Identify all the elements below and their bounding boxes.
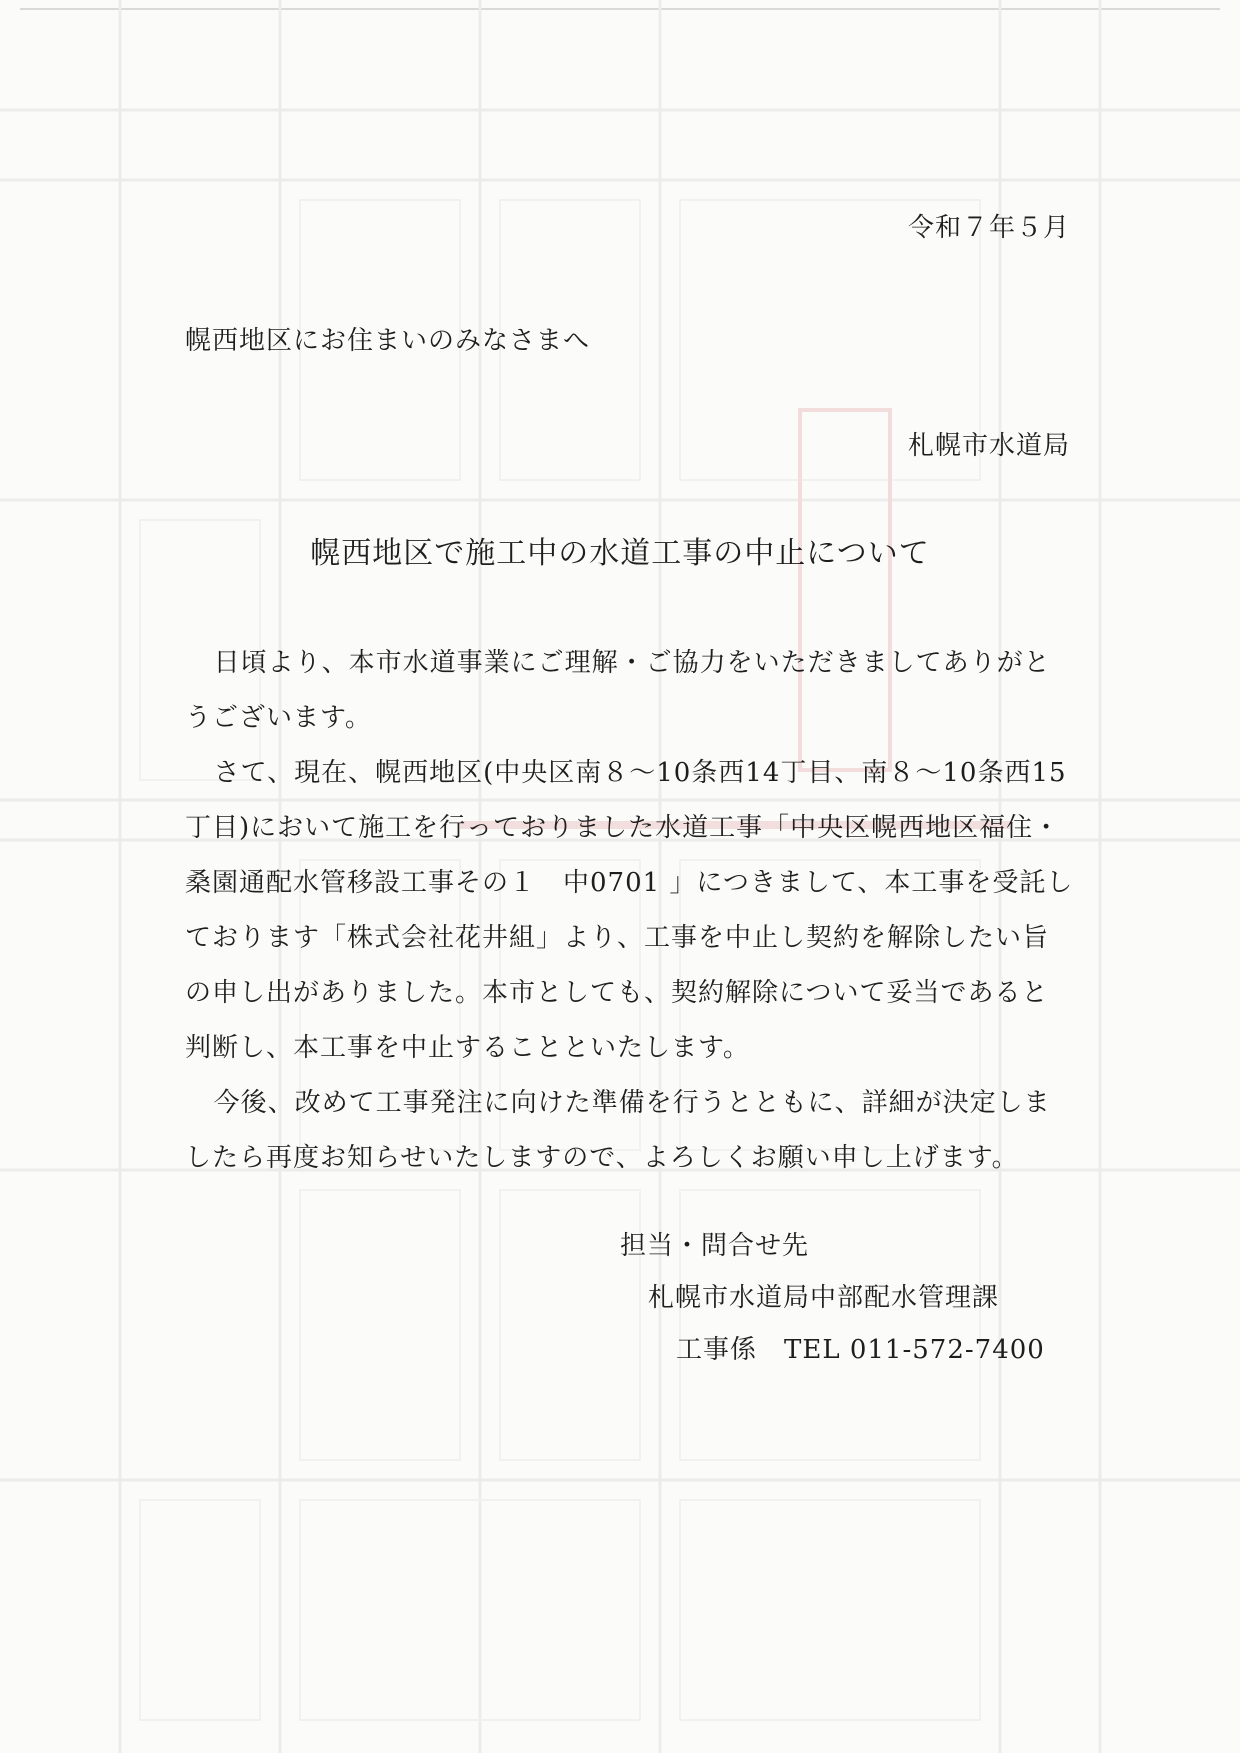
sender-name: 札幌市水道局	[907, 431, 1070, 461]
body-paragraph: 日頃より、本市水道事業にご理解・ご協力をいただきましてありがとうございます。	[185, 648, 1051, 733]
body-text	[185, 636, 1075, 1186]
contact-heading: 担当・問合せ先	[620, 1231, 810, 1261]
issue-date: 令和７年５月	[907, 213, 1070, 243]
body-paragraph: 今後、改めて工事発注に向けた準備を行うとともに、詳細が決定しましたら再度お知らせいたしますので、よろしくお願い申し上げます。	[185, 1088, 1051, 1173]
contact-phone: 工事係 TEL 011-572-7400	[676, 1335, 1045, 1365]
contact-block	[620, 1220, 1045, 1376]
contact-department: 札幌市水道局中部配水管理課	[648, 1283, 1000, 1313]
recipient-line: 幌西地区にお住まいのみなさまへ	[185, 326, 591, 356]
document-title: 幌西地区で施工中の水道工事の中止について	[310, 536, 930, 571]
body-paragraph: さて、現在、幌西地区(中央区南８～10条西14丁目、南８～10条西15丁目)において施工を行っておりました水道工事「中央区幌西地区福住・桑園通配水管移設工事その１ 中0701 」につきまして、本工事を受託しております「株式会社花井組」より、工事を中止し契約を解除したい旨の申し出がありました。本市としても、契約解除について妥当であると判断し、本工事を中止することといたします。	[185, 758, 1074, 1063]
